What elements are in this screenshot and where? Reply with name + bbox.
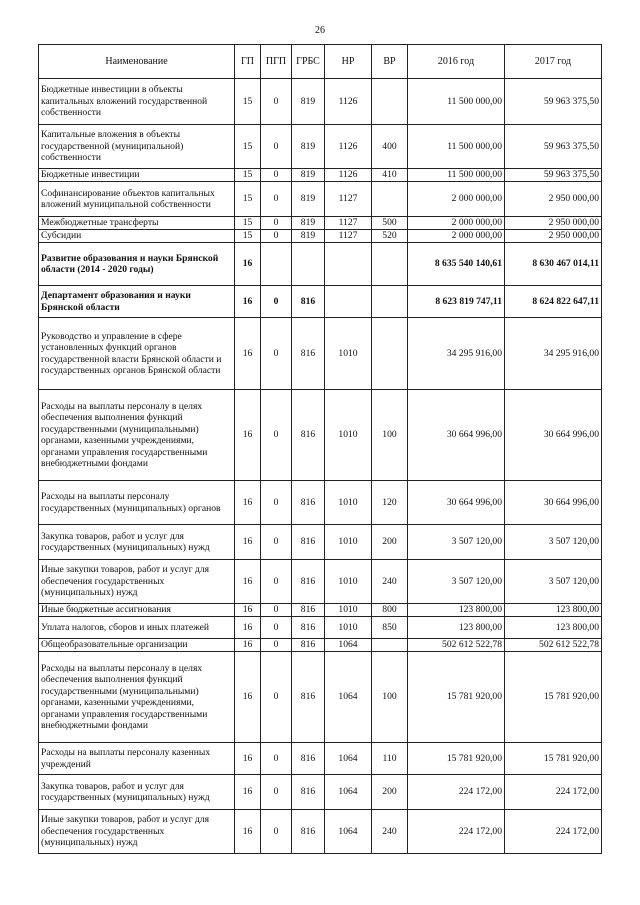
cell-vr: 500 bbox=[372, 217, 408, 230]
cell-nr: 1126 bbox=[325, 125, 372, 169]
cell-gp: 16 bbox=[235, 810, 261, 854]
cell-grbs: 819 bbox=[292, 182, 325, 217]
cell-2017: 3 507 120,00 bbox=[505, 560, 602, 604]
header-nr: НР bbox=[325, 45, 372, 79]
table-row bbox=[39, 652, 602, 743]
cell-gp: 15 bbox=[235, 217, 261, 230]
cell-vr: 200 bbox=[372, 525, 408, 560]
cell-vr: 520 bbox=[372, 230, 408, 243]
cell-pgp: 0 bbox=[261, 79, 292, 125]
table-row bbox=[39, 390, 602, 481]
cell-vr bbox=[372, 79, 408, 125]
cell-2016: 2 000 000,00 bbox=[408, 182, 505, 217]
cell-grbs: 819 bbox=[292, 217, 325, 230]
cell-2016: 3 507 120,00 bbox=[408, 525, 505, 560]
cell-name: Закупка товаров, работ и услуг для государственных (муниципальных) нужд bbox=[39, 525, 235, 560]
cell-pgp: 0 bbox=[261, 743, 292, 775]
table-row bbox=[39, 79, 602, 125]
cell-pgp: 0 bbox=[261, 182, 292, 217]
cell-vr bbox=[372, 182, 408, 217]
cell-grbs: 819 bbox=[292, 125, 325, 169]
cell-2017: 59 963 375,50 bbox=[505, 125, 602, 169]
cell-2017: 59 963 375,50 bbox=[505, 79, 602, 125]
table-row bbox=[39, 639, 602, 652]
cell-gp: 15 bbox=[235, 125, 261, 169]
cell-name: Иные закупки товаров, работ и услуг для обеспечения государственных (муниципальных) нужд bbox=[39, 810, 235, 854]
cell-2016: 8 623 819 747,11 bbox=[408, 286, 505, 318]
table-row bbox=[39, 230, 602, 243]
cell-gp: 15 bbox=[235, 182, 261, 217]
cell-vr: 200 bbox=[372, 775, 408, 810]
cell-gp: 15 bbox=[235, 169, 261, 182]
cell-nr: 1010 bbox=[325, 390, 372, 481]
cell-2017: 15 781 920,00 bbox=[505, 652, 602, 743]
cell-pgp: 0 bbox=[261, 230, 292, 243]
cell-2017: 8 630 467 014,11 bbox=[505, 243, 602, 286]
cell-nr: 1010 bbox=[325, 604, 372, 617]
cell-vr: 110 bbox=[372, 743, 408, 775]
cell-pgp: 0 bbox=[261, 775, 292, 810]
cell-grbs: 816 bbox=[292, 560, 325, 604]
cell-name: Расходы на выплаты персоналу в целях обеспечения выполнения функций государственными (муниципальными) органами, казенными учреждениями, органами управления государственными внебюджетными фондами bbox=[39, 390, 235, 481]
cell-2017: 2 950 000,00 bbox=[505, 217, 602, 230]
cell-gp: 16 bbox=[235, 617, 261, 639]
header-pgp: ПГП bbox=[261, 45, 292, 79]
cell-pgp: 0 bbox=[261, 169, 292, 182]
cell-grbs: 816 bbox=[292, 286, 325, 318]
cell-grbs: 816 bbox=[292, 604, 325, 617]
cell-grbs: 819 bbox=[292, 169, 325, 182]
cell-2016: 15 781 920,00 bbox=[408, 743, 505, 775]
header-2017: 2017 год bbox=[505, 45, 602, 79]
cell-2016: 224 172,00 bbox=[408, 810, 505, 854]
cell-pgp: 0 bbox=[261, 652, 292, 743]
cell-gp: 16 bbox=[235, 639, 261, 652]
cell-nr: 1010 bbox=[325, 318, 372, 390]
cell-name: Межбюджетные трансферты bbox=[39, 217, 235, 230]
cell-vr: 800 bbox=[372, 604, 408, 617]
cell-nr: 1064 bbox=[325, 810, 372, 854]
table-header-row bbox=[39, 45, 602, 79]
cell-grbs: 816 bbox=[292, 525, 325, 560]
cell-2017: 123 800,00 bbox=[505, 617, 602, 639]
table-row bbox=[39, 481, 602, 525]
cell-2017: 3 507 120,00 bbox=[505, 525, 602, 560]
cell-nr bbox=[325, 286, 372, 318]
cell-2016: 11 500 000,00 bbox=[408, 125, 505, 169]
cell-vr: 410 bbox=[372, 169, 408, 182]
header-2016: 2016 год bbox=[408, 45, 505, 79]
cell-2017: 2 950 000,00 bbox=[505, 230, 602, 243]
cell-vr: 240 bbox=[372, 810, 408, 854]
cell-nr: 1127 bbox=[325, 217, 372, 230]
cell-pgp: 0 bbox=[261, 125, 292, 169]
cell-vr bbox=[372, 243, 408, 286]
table-row bbox=[39, 604, 602, 617]
header-grbs: ГРБС bbox=[292, 45, 325, 79]
table-row bbox=[39, 286, 602, 318]
cell-vr: 120 bbox=[372, 481, 408, 525]
cell-gp: 16 bbox=[235, 286, 261, 318]
cell-pgp: 0 bbox=[261, 617, 292, 639]
cell-vr bbox=[372, 286, 408, 318]
cell-2017: 34 295 916,00 bbox=[505, 318, 602, 390]
cell-grbs: 816 bbox=[292, 318, 325, 390]
cell-name: Руководство и управление в сфере установленных функций органов государственной власти Брянской области и государственных органов Брянской области bbox=[39, 318, 235, 390]
header-gp: ГП bbox=[235, 45, 261, 79]
cell-grbs: 819 bbox=[292, 230, 325, 243]
cell-2016: 30 664 996,00 bbox=[408, 481, 505, 525]
cell-pgp: 0 bbox=[261, 639, 292, 652]
table-row bbox=[39, 318, 602, 390]
cell-2017: 123 800,00 bbox=[505, 604, 602, 617]
cell-name: Бюджетные инвестиции bbox=[39, 169, 235, 182]
cell-gp: 16 bbox=[235, 390, 261, 481]
table-row bbox=[39, 217, 602, 230]
header-vr: ВР bbox=[372, 45, 408, 79]
cell-nr: 1127 bbox=[325, 182, 372, 217]
cell-name: Иные закупки товаров, работ и услуг для обеспечения государственных (муниципальных) нужд bbox=[39, 560, 235, 604]
cell-gp: 16 bbox=[235, 481, 261, 525]
cell-2017: 2 950 000,00 bbox=[505, 182, 602, 217]
page-number: 26 bbox=[315, 25, 325, 36]
cell-nr bbox=[325, 243, 372, 286]
cell-gp: 16 bbox=[235, 652, 261, 743]
cell-grbs: 816 bbox=[292, 639, 325, 652]
cell-name: Развитие образования и науки Брянской области (2014 - 2020 годы) bbox=[39, 243, 235, 286]
cell-vr: 100 bbox=[372, 390, 408, 481]
cell-2017: 15 781 920,00 bbox=[505, 743, 602, 775]
cell-gp: 15 bbox=[235, 79, 261, 125]
cell-grbs: 816 bbox=[292, 810, 325, 854]
cell-pgp: 0 bbox=[261, 604, 292, 617]
cell-pgp: 0 bbox=[261, 560, 292, 604]
cell-nr: 1126 bbox=[325, 169, 372, 182]
cell-nr: 1064 bbox=[325, 652, 372, 743]
cell-2016: 123 800,00 bbox=[408, 617, 505, 639]
cell-2016: 3 507 120,00 bbox=[408, 560, 505, 604]
cell-name: Иные бюджетные ассигнования bbox=[39, 604, 235, 617]
table-row bbox=[39, 743, 602, 775]
cell-vr: 240 bbox=[372, 560, 408, 604]
cell-gp: 16 bbox=[235, 775, 261, 810]
cell-name: Капитальные вложения в объекты государственной (муниципальной) собственности bbox=[39, 125, 235, 169]
cell-pgp: 0 bbox=[261, 810, 292, 854]
cell-2017: 224 172,00 bbox=[505, 775, 602, 810]
cell-gp: 16 bbox=[235, 243, 261, 286]
cell-2016: 2 000 000,00 bbox=[408, 230, 505, 243]
cell-name: Уплата налогов, сборов и иных платежей bbox=[39, 617, 235, 639]
cell-grbs: 816 bbox=[292, 481, 325, 525]
cell-nr: 1010 bbox=[325, 525, 372, 560]
cell-grbs bbox=[292, 243, 325, 286]
cell-2016: 11 500 000,00 bbox=[408, 169, 505, 182]
cell-vr: 400 bbox=[372, 125, 408, 169]
cell-gp: 16 bbox=[235, 604, 261, 617]
cell-pgp: 0 bbox=[261, 481, 292, 525]
table-row bbox=[39, 617, 602, 639]
cell-2016: 123 800,00 bbox=[408, 604, 505, 617]
cell-pgp: 0 bbox=[261, 286, 292, 318]
cell-nr: 1010 bbox=[325, 481, 372, 525]
cell-grbs: 816 bbox=[292, 390, 325, 481]
cell-name: Субсидии bbox=[39, 230, 235, 243]
cell-name: Расходы на выплаты персоналу казенных учреждений bbox=[39, 743, 235, 775]
cell-grbs: 816 bbox=[292, 743, 325, 775]
cell-pgp: 0 bbox=[261, 525, 292, 560]
cell-grbs: 816 bbox=[292, 652, 325, 743]
cell-pgp bbox=[261, 243, 292, 286]
cell-name: Бюджетные инвестиции в объекты капитальных вложений государственной собственности bbox=[39, 79, 235, 125]
table-row bbox=[39, 243, 602, 286]
cell-2017: 502 612 522,78 bbox=[505, 639, 602, 652]
cell-2017: 59 963 375,50 bbox=[505, 169, 602, 182]
table-row bbox=[39, 525, 602, 560]
table-row bbox=[39, 810, 602, 854]
cell-2017: 8 624 822 647,11 bbox=[505, 286, 602, 318]
cell-2017: 30 664 996,00 bbox=[505, 481, 602, 525]
cell-name: Общеобразовательные организации bbox=[39, 639, 235, 652]
cell-2016: 8 635 540 140,61 bbox=[408, 243, 505, 286]
cell-2017: 30 664 996,00 bbox=[505, 390, 602, 481]
cell-grbs: 819 bbox=[292, 79, 325, 125]
cell-nr: 1064 bbox=[325, 743, 372, 775]
cell-pgp: 0 bbox=[261, 217, 292, 230]
cell-2016: 11 500 000,00 bbox=[408, 79, 505, 125]
cell-vr bbox=[372, 318, 408, 390]
budget-table bbox=[38, 44, 602, 854]
table-row bbox=[39, 169, 602, 182]
cell-nr: 1010 bbox=[325, 617, 372, 639]
table-row bbox=[39, 125, 602, 169]
header-name: Наименование bbox=[39, 45, 235, 79]
cell-gp: 16 bbox=[235, 318, 261, 390]
cell-grbs: 816 bbox=[292, 617, 325, 639]
cell-name: Софинансирование объектов капитальных вложений муниципальной собственности bbox=[39, 182, 235, 217]
cell-2016: 502 612 522,78 bbox=[408, 639, 505, 652]
cell-name: Департамент образования и науки Брянской области bbox=[39, 286, 235, 318]
cell-gp: 16 bbox=[235, 560, 261, 604]
cell-gp: 16 bbox=[235, 743, 261, 775]
cell-pgp: 0 bbox=[261, 390, 292, 481]
cell-nr: 1010 bbox=[325, 560, 372, 604]
cell-nr: 1126 bbox=[325, 79, 372, 125]
cell-2016: 224 172,00 bbox=[408, 775, 505, 810]
table-row bbox=[39, 560, 602, 604]
cell-vr: 850 bbox=[372, 617, 408, 639]
cell-2017: 224 172,00 bbox=[505, 810, 602, 854]
cell-name: Расходы на выплаты персоналу государственных (муниципальных) органов bbox=[39, 481, 235, 525]
cell-grbs: 816 bbox=[292, 775, 325, 810]
cell-nr: 1064 bbox=[325, 775, 372, 810]
cell-2016: 2 000 000,00 bbox=[408, 217, 505, 230]
cell-2016: 15 781 920,00 bbox=[408, 652, 505, 743]
cell-pgp: 0 bbox=[261, 318, 292, 390]
cell-vr: 100 bbox=[372, 652, 408, 743]
cell-vr bbox=[372, 639, 408, 652]
table-row bbox=[39, 182, 602, 217]
cell-nr: 1064 bbox=[325, 639, 372, 652]
cell-name: Расходы на выплаты персоналу в целях обеспечения выполнения функций государственными (муниципальными) органами, казенными учреждениями, органами управления государственными внебюджетными фондами bbox=[39, 652, 235, 743]
cell-gp: 15 bbox=[235, 230, 261, 243]
cell-nr: 1127 bbox=[325, 230, 372, 243]
cell-2016: 30 664 996,00 bbox=[408, 390, 505, 481]
cell-2016: 34 295 916,00 bbox=[408, 318, 505, 390]
cell-gp: 16 bbox=[235, 525, 261, 560]
table-row bbox=[39, 775, 602, 810]
cell-name: Закупка товаров, работ и услуг для государственных (муниципальных) нужд bbox=[39, 775, 235, 810]
